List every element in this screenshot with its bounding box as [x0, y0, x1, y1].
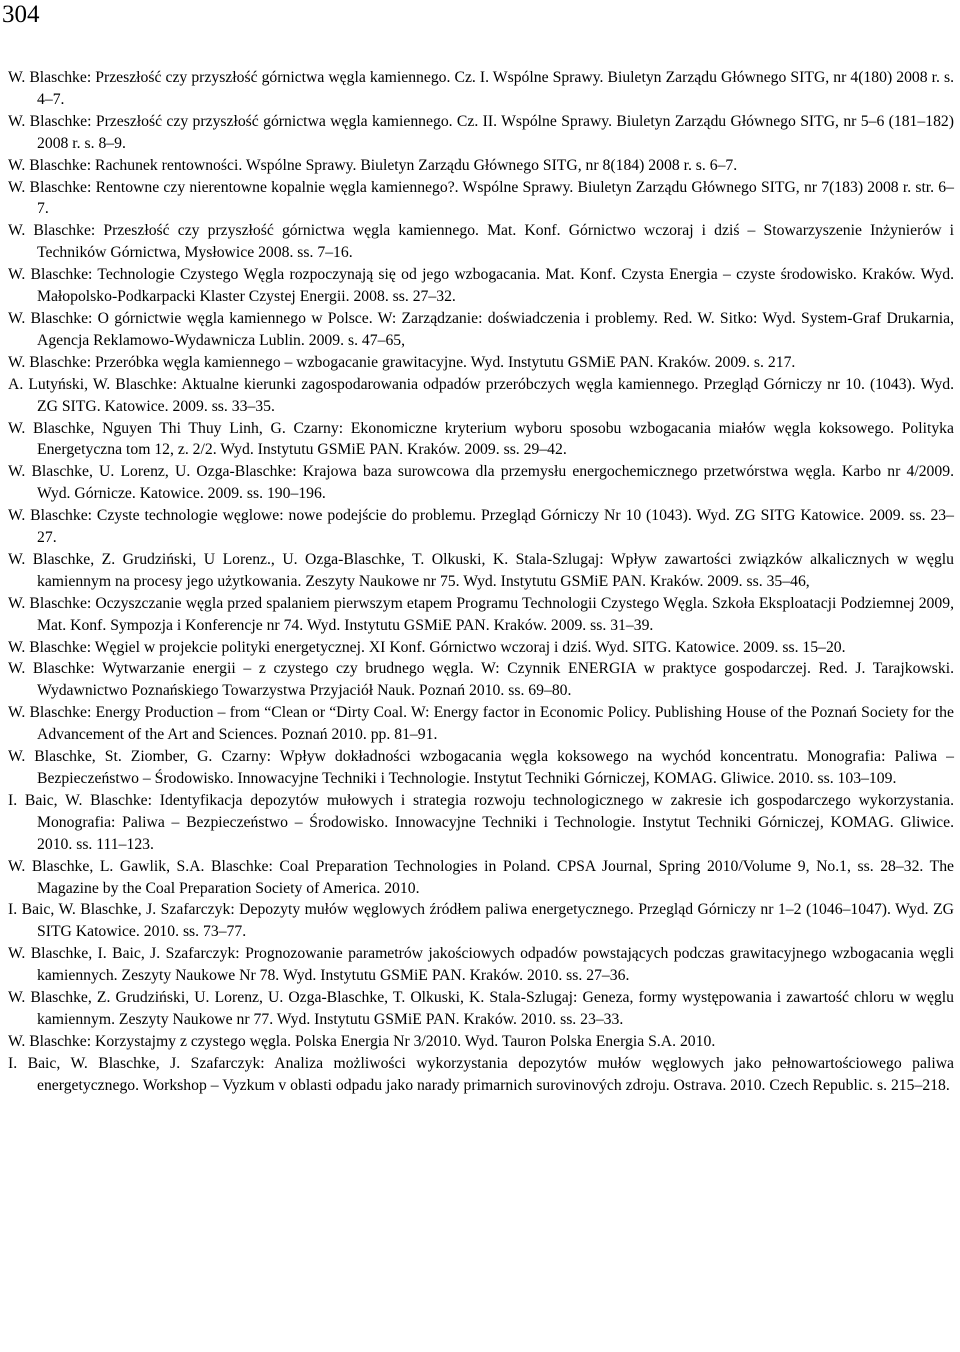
reference-item: W. Blaschke: Przeróbka węgla kamiennego – wzbogacanie grawitacyjne. Wyd. Instytutu GSMiE PAN. Kraków. 2009. s. 217.: [8, 353, 796, 371]
reference-item: W. Blaschke, St. Ziomber, G. Czarny: Wpływ dokładności wzbogacania węgla koksowego na wychód koncentratu. Monografia: Paliwa – Bezpieczeństwo – Środowisko. Innowacyjne Techniki i Technologie. Instytut Techniki Górniczej, KOMAG. Gliwice. 2010. ss. 103–109.: [8, 748, 954, 787]
reference-item: W. Blaschke: Korzystajmy z czystego węgla. Polska Energia Nr 3/2010. Wyd. Tauron Polska Energia S.A. 2010.: [8, 1032, 716, 1050]
reference-item: W. Blaschke: Rentowne czy nierentowne kopalnie węgla kamiennego?. Wspólne Sprawy. Biuletyn Zarządu Głównego SITG, nr 7(183) 2008 r. str. 6–7.: [8, 178, 954, 218]
reference-item: W. Blaschke: Przeszłość czy przyszłość górnictwa węgla kamiennego. Cz. I. Wspólne Sprawy. Biuletyn Zarządu Głównego SITG, nr 4(180) 2008 r. s. 4–7.: [8, 69, 954, 108]
reference-item: W. Blaschke: Węgiel w projekcie polityki energetycznej. XI Konf. Górnictwo wczoraj i dziś. Wyd. SITG. Katowice. 2009. ss. 15–20.: [8, 638, 846, 656]
reference-item: W. Blaschke: Wytwarzanie energii – z czystego czy brudnego węgla. W: Czynnik ENERGIA w praktyce gospodarczej. Red. J. Tarajkowski. Wydawnictwo Poznańskiego Towarzystwa Przyjaciół Nauk. Poznań 2010. ss. 69–80.: [8, 660, 954, 700]
reference-item: I. Baic, W. Blaschke, J. Szafarczyk: Depozyty mułów węglowych źródłem paliwa energetycznego. Przegląd Górniczy nr 1–2 (1046–1047). Wyd. ZG SITG Katowice. 2010. ss. 73–77.: [8, 901, 954, 941]
reference-list: [8, 67, 954, 1097]
reference-item: W. Blaschke, L. Gawlik, S.A. Blaschke: Coal Preparation Technologies in Poland. CPSA Journal, Spring 2010/Volume 9, No.1, ss. 28–32. The Magazine by the Coal Preparation Society of America. 2010.: [8, 857, 954, 897]
reference-item: W. Blaschke: Oczyszczanie węgla przed spalaniem pierwszym etapem Programu Technologii Czystego Węgla. Szkoła Eksploatacji Podziemnej 2009, Mat. Konf. Sympozja i Konferencje nr 74. Wyd. Instytutu GSMiE PAN. Kraków. 2009. ss. 31–39.: [8, 594, 954, 634]
page-number: 304: [2, 1, 40, 28]
reference-item: W. Blaschke: Czyste technologie węglowe: nowe podejście do problemu. Przegląd Górniczy Nr 10 (1043). Wyd. ZG SITG Katowice. 2009. ss. 23–27.: [8, 507, 954, 547]
reference-item: W. Blaschke: O górnictwie węgla kamiennego w Polsce. W: Zarządzanie: doświadczenia i problemy. Red. W. Sitko: Wyd. System-Graf Drukarnia, Agencja Reklamowo-Wydawnicza Lublin. 2009. s. 47–65,: [8, 309, 954, 349]
reference-item: W. Blaschke, U. Lorenz, U. Ozga-Blaschke: Krajowa baza surowcowa dla przemysłu energochemicznego przetwórstwa węgla. Karbo nr 4/2009. Wyd. Górnicze. Katowice. 2009. ss. 190–196.: [8, 463, 954, 503]
reference-item: W. Blaschke, I. Baic, J. Szafarczyk: Prognozowanie parametrów jakościowych odpadów powstających podczas grawitacyjnego wzbogacania węgli kamiennych. Zeszyty Naukowe Nr 78. Wyd. Instytutu GSMiE PAN. Kraków. 2010. ss. 27–36.: [8, 945, 954, 985]
reference-item: A. Lutyński, W. Blaschke: Aktualne kierunki zagospodarowania odpadów przeróbczych węgla kamiennego. Przegląd Górniczy nr 10. (1043). Wyd. ZG SITG. Katowice. 2009. ss. 33–35.: [8, 375, 954, 415]
reference-item: W. Blaschke: Przeszłość czy przyszłość górnictwa węgla kamiennego. Cz. II. Wspólne Sprawy. Biuletyn Zarządu Głównego SITG, nr 5–6 (181–182) 2008 r. s. 8–9.: [8, 112, 954, 152]
reference-item: W. Blaschke, Nguyen Thi Thuy Linh, G. Czarny: Ekonomiczne kryterium wyboru sposobu wzbogacania miałów węgla koksowego. Polityka Energetyczna tom 12, z. 2/2. Wyd. Instytutu GSMiE PAN. Kraków. 2009. ss. 29–42.: [8, 419, 954, 459]
reference-item: W. Blaschke: Energy Production – from “Clean or “Dirty Coal. W: Energy factor in Economic Policy. Publishing House of the Poznań Society for the Advancement of the Art and Sciences. Poznań 2010. pp. 81–91.: [8, 704, 954, 744]
reference-item: W. Blaschke: Rachunek rentowności. Wspólne Sprawy. Biuletyn Zarządu Głównego SITG, nr 8(184) 2008 r. s. 6–7.: [8, 156, 738, 174]
reference-item: W. Blaschke: Technologie Czystego Węgla rozpoczynają się od jego wzbogacania. Mat. Konf. Czysta Energia – czyste środowisko. Kraków. Wyd. Małopolsko-Podkarpacki Klaster Czystej Energii. 2008. ss. 27–32.: [8, 266, 954, 306]
reference-item: I. Baic, W. Blaschke, J. Szafarczyk: Analiza możliwości wykorzystania depozytów mułów węglowych jako pełnowartościowego paliwa energetycznego. Workshop – Vyzkum v oblasti odpadu jako narady primarnich surovinových zdroju. Ostrava. 2010. Czech Republic. s. 215–218.: [8, 1054, 954, 1094]
reference-item: W. Blaschke, Z. Grudziński, U. Lorenz, U. Ozga-Blaschke, T. Olkuski, K. Stala-Szlugaj: Geneza, formy występowania i zawartość chloru w węglu kamiennym. Zeszyty Naukowe nr 77. Wyd. Instytutu GSMiE PAN. Kraków. 2010. ss. 23–33.: [8, 989, 954, 1028]
reference-item: W. Blaschke: Przeszłość czy przyszłość górnictwa węgla kamiennego. Mat. Konf. Górnictwo wczoraj i dziś – Stowarzyszenie Inżynierów i Techników Górnictwa, Mysłowice 2008. ss. 7–16.: [8, 222, 954, 262]
reference-item: I. Baic, W. Blaschke: Identyfikacja depozytów mułowych i strategia rozwoju technologicznego w zakresie ich gospodarczego wykorzystania. Monografia: Paliwa – Bezpieczeństwo – Środowisko. Innowacyjne Techniki i Technologie. Instytut Techniki Górniczej, KOMAG. Gliwice. 2010. ss. 111–123.: [8, 791, 954, 853]
reference-item: W. Blaschke, Z. Grudziński, U Lorenz., U. Ozga-Blaschke, T. Olkuski, K. Stala-Szlugaj: Wpływ zawartości związków alkalicznych w węglu kamiennym na procesy jego użytkowania. Zeszyty Naukowe nr 75. Wyd. Instytutu GSMiE PAN. Kraków. 2009. ss. 35–46,: [8, 550, 954, 590]
